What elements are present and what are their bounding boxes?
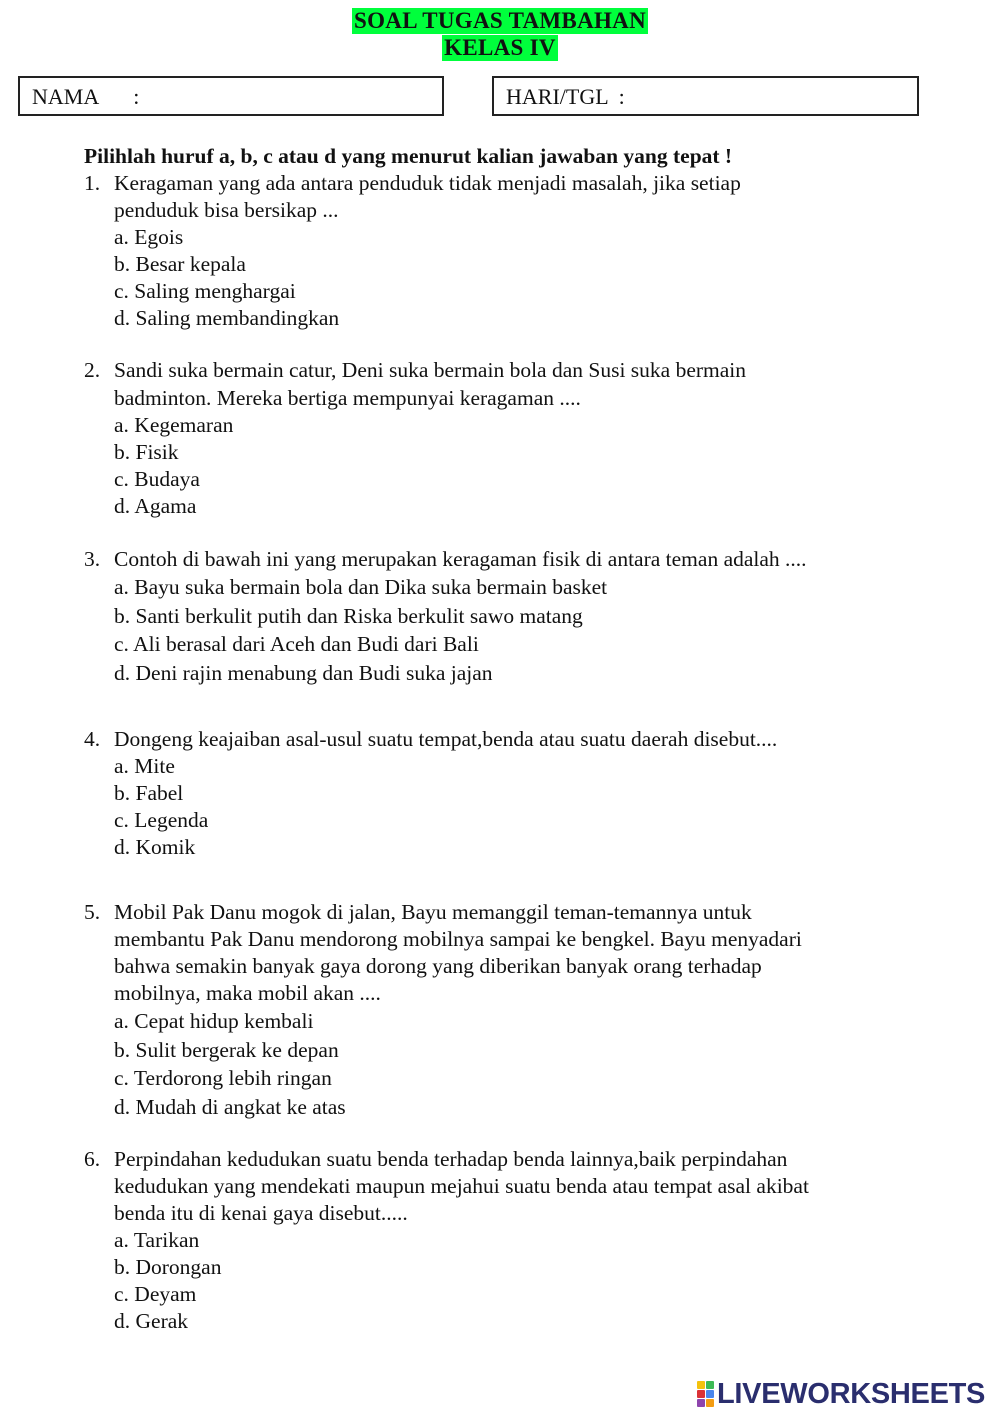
question-text-line: benda itu di kenai gaya disebut..... xyxy=(114,1201,408,1225)
question-number: 2. xyxy=(84,358,101,382)
nama-colon: : xyxy=(133,84,140,109)
worksheet-title xyxy=(0,8,1000,62)
answer-option[interactable]: b. Sulit bergerak ke depan xyxy=(114,1037,339,1062)
question-text-line: Keragaman yang ada antara penduduk tidak menjadi masalah, jika setiap xyxy=(114,171,741,195)
nama-field[interactable] xyxy=(18,76,444,116)
answer-option[interactable]: a. Bayu suka bermain bola dan Dika suka bermain basket xyxy=(114,575,608,599)
question-text-line: Sandi suka bermain catur, Deni suka bermain bola dan Susi suka bermain xyxy=(114,358,747,382)
hari-tgl-colon: : xyxy=(618,84,625,109)
answer-option[interactable]: b. Fabel xyxy=(114,781,184,805)
answer-option[interactable]: d. Saling membandingkan xyxy=(114,306,340,330)
question-5 xyxy=(84,899,914,1121)
question-number: 5. xyxy=(84,900,101,924)
question-1 xyxy=(84,170,914,332)
answer-option[interactable]: c. Terdorong lebih ringan xyxy=(114,1066,332,1090)
question-text-line: Mobil Pak Danu mogok di jalan, Bayu memanggil teman-temannya untuk xyxy=(114,900,752,924)
nama-label: NAMA xyxy=(32,84,100,109)
answer-option[interactable]: b. Santi berkulit putih dan Riska berkulit sawo matang xyxy=(114,603,583,628)
logo-text: LIVEWORKSHEETS xyxy=(717,1378,986,1410)
answer-option[interactable]: d. Komik xyxy=(114,835,196,859)
question-text-line: bahwa semakin banyak gaya dorong yang diberikan banyak orang terhadap xyxy=(114,954,762,978)
answer-option[interactable]: b. Fisik xyxy=(114,440,179,464)
title-line-2: KELAS IV xyxy=(444,35,556,60)
question-3 xyxy=(84,546,914,687)
answer-option[interactable]: d. Agama xyxy=(114,494,197,518)
answer-option[interactable]: a. Kegemaran xyxy=(114,413,234,437)
answer-option[interactable]: d. Deni rajin menabung dan Budi suka jajan xyxy=(114,660,493,685)
answer-option[interactable]: a. Cepat hidup kembali xyxy=(114,1009,314,1033)
answer-option[interactable]: c. Budaya xyxy=(114,467,200,491)
question-text-line: membantu Pak Danu mendorong mobilnya sampai ke bengkel. Bayu menyadari xyxy=(114,927,802,951)
answer-option[interactable]: c. Ali berasal dari Aceh dan Budi dari Bali xyxy=(114,632,479,656)
question-number: 3. xyxy=(84,547,101,571)
answer-option[interactable]: a. Egois xyxy=(114,225,184,249)
instruction-text: Pilihlah huruf a, b, c atau d yang menurut kalian jawaban yang tepat ! xyxy=(84,144,733,168)
answer-option[interactable]: b. Dorongan xyxy=(114,1255,222,1279)
answer-option[interactable]: b. Besar kepala xyxy=(114,252,246,276)
question-text-line: badminton. Mereka bertiga mempunyai keragaman .... xyxy=(114,386,581,410)
question-number: 6. xyxy=(84,1147,101,1171)
hari-tgl-field[interactable] xyxy=(492,76,919,116)
answer-option[interactable]: a. Tarikan xyxy=(114,1228,200,1252)
question-4 xyxy=(84,726,914,861)
answer-option[interactable]: a. Mite xyxy=(114,754,175,778)
question-text-line: kedudukan yang mendekati maupun mejahui suatu benda atau tempat asal akibat xyxy=(114,1174,809,1198)
answer-option[interactable]: c. Saling menghargai xyxy=(114,279,296,303)
title-line-1: SOAL TUGAS TAMBAHAN xyxy=(354,8,646,33)
question-text-line: penduduk bisa bersikap ... xyxy=(114,198,339,222)
answer-option[interactable]: d. Gerak xyxy=(114,1309,189,1333)
question-number: 1. xyxy=(84,171,101,195)
question-text-line: mobilnya, maka mobil akan .... xyxy=(114,981,381,1005)
answer-option[interactable]: d. Mudah di angkat ke atas xyxy=(114,1094,346,1119)
question-text-line: Perpindahan kedudukan suatu benda terhadap benda lainnya,baik perpindahan xyxy=(114,1147,788,1171)
question-2 xyxy=(84,357,914,520)
question-6 xyxy=(84,1146,914,1335)
question-text-line: Contoh di bawah ini yang merupakan keragaman fisik di antara teman adalah .... xyxy=(114,547,807,571)
liveworksheets-logo-icon xyxy=(697,1381,714,1407)
question-number: 4. xyxy=(84,727,101,751)
hari-tgl-label: HARI/TGL xyxy=(506,84,609,109)
answer-option[interactable]: c. Legenda xyxy=(114,808,209,832)
liveworksheets-logo[interactable] xyxy=(697,1379,985,1409)
question-text-line: Dongeng keajaiban asal-usul suatu tempat,benda atau suatu daerah disebut.... xyxy=(114,727,778,751)
answer-option[interactable]: c. Deyam xyxy=(114,1282,197,1306)
